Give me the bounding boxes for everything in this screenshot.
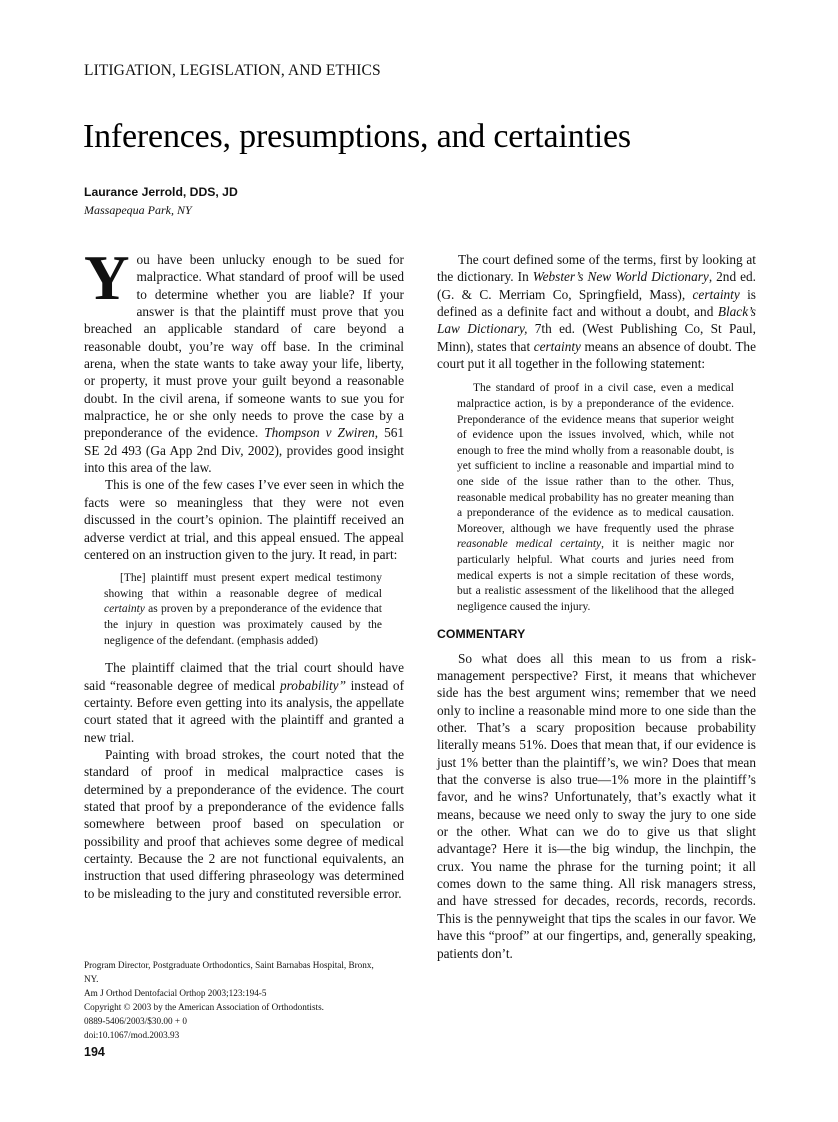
commentary-heading: COMMENTARY	[437, 627, 526, 642]
case-citation: , 561 SE 2d 493 (Ga App 2nd Div, 2002), provides good insight into this area of the law.	[84, 425, 405, 476]
drop-cap: Y	[84, 243, 130, 313]
footnote-copyright: Copyright © 2003 by the American Association of Orthodontists.	[84, 1002, 324, 1012]
text-part: The plaintiff claimed that the trial court should have said “reasonable degree of medical	[84, 660, 404, 693]
paragraph-4: Painting with broad strokes, the court noted that the standard of proof in medical malpractice cases is determined by a preponderance of the evidence. The court stated that proof by a preponderance of the evidence falls somewhere between proof based on speculation or possibility and proof that achieves some degree of medical certainty. Because the 2 are not functional equivalents, an instruction that used differing phraseology was determined to be misleading to the jury and constituted reversible error.	[84, 746, 404, 901]
commentary-paragraph: So what does all this mean to us from a risk-management perspective? First, it means that whichever side has the best argument wins; remember that we need only to incline a reasonable mind more to one side than the other. That’s a scary proposition because probability literally means 51%. Does that mean that, if our evidence is just 1% better than the plaintiff’s, we win? Does that mean that the converse is also true—1% more in the plaintiff’s favor, and he wins? Unfortunately, that’s exactly what it means, because we need only to sway the jury to one side or the other. What can we do to give us that slight advantage? Here it is—the big windup, the linchpin, the crux. You name the phrase for the turning point; it all comes down to the same thing. All risk managers stress, and have stressed for decades, records, records, records. This is the pennyweight that tips the scales in our favor. We have this “proof” at our fingertips, and, generally speaking, patients don’t.	[437, 650, 756, 961]
definitions-paragraph	[437, 251, 756, 372]
footnote	[84, 958, 414, 1042]
intro-paragraph	[84, 243, 405, 476]
quote-part: as proven by a preponderance of the evidence that the injury in question was proximately caused by the negligence of the defendant. (emphasis added)	[104, 603, 382, 647]
quote-text	[104, 571, 382, 649]
quote-emphasis: certainty	[104, 603, 145, 616]
text-emphasis: Webster’s New World Dictionary	[532, 269, 709, 285]
text-part: instead of certainty. Before even getting into its analysis, the appellate court stated that it agreed with the plaintiff and granted a new trial.	[84, 677, 404, 745]
text-emphasis: certainty	[533, 338, 581, 354]
author-name: Laurance Jerrold, DDS, JD	[84, 185, 238, 199]
article-title: Inferences, presumptions, and certainties	[83, 118, 631, 155]
page-number: 194	[84, 1045, 105, 1059]
author-affiliation: Massapequa Park, NY	[84, 203, 192, 217]
case-name: Thompson v Zwiren	[264, 425, 375, 441]
paragraph-3	[84, 659, 404, 746]
jury-instruction-quote	[84, 571, 404, 649]
text-part: , 2nd ed. (G. & C. Merriam Co, Springfield, Mass),	[437, 269, 756, 302]
right-column	[437, 251, 756, 962]
quote-part: [The] plaintiff must present expert medical testimony showing that within a reasonable degree of medical	[104, 572, 382, 600]
text-emphasis: probability”	[279, 677, 346, 693]
left-column	[84, 243, 405, 902]
quote-part: The standard of proof in a civil case, even a medical malpractice action, is by a preponderance of the evidence. Preponderance of the evidence means that superior weight of evidence upon the issues involved, which, while not enough to free the mind wholly from a reasonable doubt, is yet sufficient to incline a reasonable and impartial mind to one side of the issue rather than to the other. Thus, reasonable medical probability has no greater meaning than a preponderance of the evidence as to medical causation. Moreover, although we have frequently used the phrase	[457, 382, 734, 535]
footnote-issn: 0889-5406/2003/$30.00 + 0	[84, 1016, 187, 1026]
text-emphasis: Black’s Law Dictionary,	[437, 304, 756, 337]
text-part: 7th ed. (West Publishing Co, St Paul, Minn), states that	[437, 321, 757, 354]
paragraph-2: This is one of the few cases I’ve ever seen in which the facts were so meaningless that they were not even discussed in the court’s opinion. The plaintiff received an adverse verdict at trial, and this appeal ensued. The appeal centered on an instruction given to the jury. It read, in part:	[84, 477, 404, 562]
footnote-affiliation: Program Director, Postgraduate Orthodontics, Saint Barnabas Hospital, Bronx,	[84, 960, 374, 970]
footnote-journal: Am J Orthod Dentofacial Orthop 2003;123:194-5	[84, 988, 267, 998]
quote-text	[457, 381, 734, 615]
quote-emphasis: reasonable medical certainty	[457, 538, 602, 551]
footnote-doi: doi:10.1067/mod.2003.93	[84, 1030, 180, 1040]
text-part: The court defined some of the terms, first by looking at the dictionary. In	[437, 252, 756, 285]
court-statement-quote	[437, 381, 756, 615]
quote-part: , it is neither magic nor particularly helpful. What courts and juries need from medical experts is not a simple recitation of these words, but a realistic assessment of the likelihood that the alleged negligence caused the injury.	[457, 538, 734, 613]
section-label: LITIGATION, LEGISLATION, AND ETHICS	[84, 62, 381, 79]
intro-text: ou have been unlucky enough to be sued for malpractice. What standard of proof will be used to determine whether you are liable? If your answer is that the plaintiff must prove that you breached an applicable standard of care beyond a reasonable doubt, you’re way off base. In the criminal arena, when the state wants to take away your life, liberty, or property, it must prove your guilt beyond a reasonable doubt. In the civil arena, if someone wants to sue you for malpractice, he or she only needs to prove the case by a preponderance of the evidence.	[84, 252, 404, 441]
text-part: is defined as a definite fact and without a doubt, and	[437, 286, 756, 320]
text-part: means an absence of doubt. The court put it all together in the following statement:	[437, 338, 756, 372]
text-emphasis: certainty	[692, 286, 740, 302]
footnote-affiliation-cont: NY.	[84, 974, 99, 984]
